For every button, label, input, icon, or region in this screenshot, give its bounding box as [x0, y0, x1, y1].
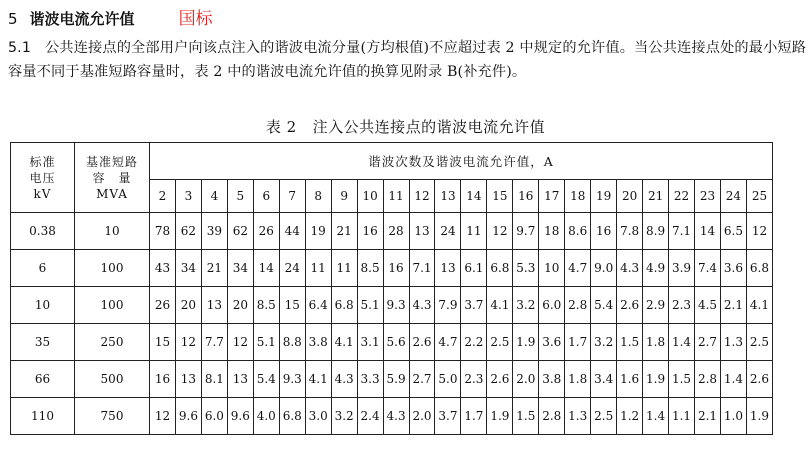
current-value-cell: 1.3: [720, 324, 746, 361]
harmonic-order-cell: 17: [539, 180, 565, 213]
harmonic-order-cell: 10: [357, 180, 383, 213]
current-value-cell: 34: [227, 250, 253, 287]
current-value-cell: 13: [409, 213, 435, 250]
voltage-cell: 0.38: [11, 213, 75, 250]
current-value-cell: 1.9: [746, 398, 772, 435]
current-value-cell: 1.8: [565, 361, 591, 398]
current-value-cell: 1.2: [617, 398, 643, 435]
current-value-cell: 8.9: [643, 213, 669, 250]
current-value-cell: 8.1: [201, 361, 227, 398]
harmonic-order-cell: 2: [150, 180, 176, 213]
harmonic-order-cell: 16: [513, 180, 539, 213]
current-value-cell: 20: [175, 287, 201, 324]
harmonic-order-cell: 14: [461, 180, 487, 213]
current-value-cell: 62: [227, 213, 253, 250]
current-value-cell: 1.5: [669, 361, 695, 398]
current-value-cell: 2.0: [409, 398, 435, 435]
harmonic-order-cell: 22: [669, 180, 695, 213]
current-value-cell: 8.8: [279, 324, 305, 361]
current-value-cell: 7.7: [201, 324, 227, 361]
current-value-cell: 26: [253, 213, 279, 250]
current-value-cell: 5.9: [383, 361, 409, 398]
current-value-cell: 7.1: [669, 213, 695, 250]
current-value-cell: 2.5: [746, 324, 772, 361]
current-value-cell: 7.9: [435, 287, 461, 324]
current-value-cell: 6.1: [461, 250, 487, 287]
current-value-cell: 2.7: [695, 324, 721, 361]
current-value-cell: 10: [539, 250, 565, 287]
table-row: [11, 361, 773, 398]
current-value-cell: 3.6: [539, 324, 565, 361]
current-value-cell: 4.1: [305, 361, 331, 398]
current-value-cell: 24: [279, 250, 305, 287]
harmonic-order-cell: 19: [591, 180, 617, 213]
current-value-cell: 1.9: [487, 398, 513, 435]
current-value-cell: 4.3: [409, 287, 435, 324]
current-value-cell: 1.4: [720, 361, 746, 398]
harmonic-order-cell: 6: [253, 180, 279, 213]
current-value-cell: 2.6: [409, 324, 435, 361]
current-value-cell: 6.4: [305, 287, 331, 324]
current-value-cell: 6.5: [720, 213, 746, 250]
current-value-cell: 16: [383, 250, 409, 287]
current-value-cell: 14: [253, 250, 279, 287]
current-value-cell: 1.9: [513, 324, 539, 361]
table-number: 表 2: [265, 118, 297, 136]
current-value-cell: 2.5: [591, 398, 617, 435]
current-value-cell: 2.8: [565, 287, 591, 324]
current-value-cell: 3.2: [331, 398, 357, 435]
current-value-cell: 1.8: [643, 324, 669, 361]
current-value-cell: 4.3: [383, 398, 409, 435]
current-value-cell: 13: [227, 361, 253, 398]
current-value-cell: 1.6: [617, 361, 643, 398]
header-standard-voltage: 标准 电压 kV: [11, 143, 75, 213]
clause-paragraph: [8, 36, 808, 84]
current-value-cell: 2.6: [617, 287, 643, 324]
harmonic-order-cell: 18: [565, 180, 591, 213]
current-value-cell: 3.8: [539, 361, 565, 398]
current-value-cell: 44: [279, 213, 305, 250]
current-value-cell: 8.6: [565, 213, 591, 250]
current-value-cell: 4.7: [435, 324, 461, 361]
current-value-cell: 19: [305, 213, 331, 250]
table-caption: [0, 116, 811, 137]
voltage-cell: 10: [11, 287, 75, 324]
harmonic-order-cell: 7: [279, 180, 305, 213]
current-value-cell: 2.2: [461, 324, 487, 361]
current-value-cell: 39: [201, 213, 227, 250]
section-title: 谐波电流允许值: [29, 10, 135, 28]
current-value-cell: 4.9: [643, 250, 669, 287]
current-value-cell: 3.1: [357, 324, 383, 361]
current-value-cell: 2.1: [720, 287, 746, 324]
current-value-cell: 3.2: [591, 324, 617, 361]
current-value-cell: 20: [227, 287, 253, 324]
harmonic-current-table: [10, 142, 773, 435]
current-value-cell: 11: [461, 213, 487, 250]
current-value-cell: 11: [305, 250, 331, 287]
current-value-cell: 1.5: [513, 398, 539, 435]
current-value-cell: 2.3: [669, 287, 695, 324]
harmonic-order-cell: 12: [409, 180, 435, 213]
current-value-cell: 6.0: [201, 398, 227, 435]
current-value-cell: 2.1: [695, 398, 721, 435]
voltage-cell: 35: [11, 324, 75, 361]
current-value-cell: 3.7: [435, 398, 461, 435]
current-value-cell: 6.8: [487, 250, 513, 287]
current-value-cell: 6.0: [539, 287, 565, 324]
current-value-cell: 18: [539, 213, 565, 250]
current-value-cell: 1.1: [669, 398, 695, 435]
current-value-cell: 13: [435, 250, 461, 287]
current-value-cell: 14: [695, 213, 721, 250]
capacity-cell: 500: [75, 361, 150, 398]
current-value-cell: 2.4: [357, 398, 383, 435]
current-value-cell: 12: [227, 324, 253, 361]
current-value-cell: 62: [175, 213, 201, 250]
current-value-cell: 12: [487, 213, 513, 250]
current-value-cell: 21: [331, 213, 357, 250]
table-body: [11, 213, 773, 435]
current-value-cell: 3.4: [591, 361, 617, 398]
current-value-cell: 13: [175, 361, 201, 398]
current-value-cell: 2.8: [539, 398, 565, 435]
current-value-cell: 5.4: [591, 287, 617, 324]
current-value-cell: 6.8: [331, 287, 357, 324]
current-value-cell: 12: [746, 213, 772, 250]
current-value-cell: 2.0: [513, 361, 539, 398]
current-value-cell: 9.6: [227, 398, 253, 435]
current-value-cell: 7.1: [409, 250, 435, 287]
harmonic-order-cell: 4: [201, 180, 227, 213]
current-value-cell: 34: [175, 250, 201, 287]
current-value-cell: 9.3: [279, 361, 305, 398]
current-value-cell: 3.2: [513, 287, 539, 324]
harmonic-order-cell: 25: [746, 180, 772, 213]
current-value-cell: 9.6: [175, 398, 201, 435]
current-value-cell: 1.7: [461, 398, 487, 435]
voltage-cell: 6: [11, 250, 75, 287]
current-value-cell: 2.8: [695, 361, 721, 398]
current-value-cell: 12: [175, 324, 201, 361]
section-number: 5: [8, 10, 18, 28]
current-value-cell: 4.1: [746, 287, 772, 324]
current-value-cell: 3.9: [669, 250, 695, 287]
current-value-cell: 1.9: [643, 361, 669, 398]
current-value-cell: 2.6: [746, 361, 772, 398]
harmonic-order-cell: 24: [720, 180, 746, 213]
clause-text: 公共连接点的全部用户向该点注入的谐波电流分量(方均根值)不应超过表 2 中规定的允许值。当公共连接点处的最小短路容量不同于基准短路容量时，表 2 中的谐波电流允许值的换算见附录 B(补充件)。: [8, 40, 807, 80]
current-value-cell: 4.5: [695, 287, 721, 324]
current-value-cell: 6.8: [279, 398, 305, 435]
current-value-cell: 5.6: [383, 324, 409, 361]
current-value-cell: 2.9: [643, 287, 669, 324]
national-standard-annotation: 国标: [178, 9, 213, 29]
table-row: [11, 213, 773, 250]
current-value-cell: 5.1: [357, 287, 383, 324]
table-row: [11, 250, 773, 287]
clause-number: 5.1: [8, 40, 32, 56]
current-value-cell: 3.8: [305, 324, 331, 361]
current-value-cell: 7.4: [695, 250, 721, 287]
current-value-cell: 4.3: [617, 250, 643, 287]
current-value-cell: 16: [150, 361, 176, 398]
current-value-cell: 4.1: [331, 324, 357, 361]
harmonic-order-cell: 21: [643, 180, 669, 213]
current-value-cell: 1.4: [669, 324, 695, 361]
table-row: [11, 287, 773, 324]
current-value-cell: 28: [383, 213, 409, 250]
current-value-cell: 78: [150, 213, 176, 250]
current-value-cell: 15: [150, 324, 176, 361]
section-heading: [8, 4, 213, 30]
current-value-cell: 1.5: [617, 324, 643, 361]
harmonic-order-cell: 5: [227, 180, 253, 213]
harmonic-order-cell: 15: [487, 180, 513, 213]
current-value-cell: 5.3: [513, 250, 539, 287]
current-value-cell: 1.4: [643, 398, 669, 435]
harmonic-order-cell: 8: [305, 180, 331, 213]
capacity-cell: 250: [75, 324, 150, 361]
harmonic-order-cell: 13: [435, 180, 461, 213]
current-value-cell: 9.0: [591, 250, 617, 287]
current-value-cell: 4.0: [253, 398, 279, 435]
header-harmonic-orders: 谐波次数及谐波电流允许值，A: [150, 143, 773, 180]
harmonic-order-cell: 20: [617, 180, 643, 213]
current-value-cell: 1.7: [565, 324, 591, 361]
current-value-cell: 11: [331, 250, 357, 287]
current-value-cell: 9.3: [383, 287, 409, 324]
current-value-cell: 2.3: [461, 361, 487, 398]
current-value-cell: 8.5: [253, 287, 279, 324]
current-value-cell: 16: [591, 213, 617, 250]
current-value-cell: 7.8: [617, 213, 643, 250]
current-value-cell: 3.3: [357, 361, 383, 398]
current-value-cell: 1.3: [565, 398, 591, 435]
current-value-cell: 2.5: [487, 324, 513, 361]
current-value-cell: 13: [201, 287, 227, 324]
current-value-cell: 26: [150, 287, 176, 324]
capacity-cell: 100: [75, 250, 150, 287]
current-value-cell: 3.7: [461, 287, 487, 324]
current-value-cell: 15: [279, 287, 305, 324]
current-value-cell: 16: [357, 213, 383, 250]
voltage-cell: 66: [11, 361, 75, 398]
capacity-cell: 750: [75, 398, 150, 435]
capacity-cell: 10: [75, 213, 150, 250]
table-title: 注入公共连接点的谐波电流允许值: [312, 118, 546, 136]
harmonic-order-cell: 3: [175, 180, 201, 213]
harmonic-order-cell: 11: [383, 180, 409, 213]
capacity-cell: 100: [75, 287, 150, 324]
table-row: [11, 324, 773, 361]
current-value-cell: 1.0: [720, 398, 746, 435]
current-value-cell: 6.8: [746, 250, 772, 287]
current-value-cell: 5.0: [435, 361, 461, 398]
current-value-cell: 3.6: [720, 250, 746, 287]
current-value-cell: 2.7: [409, 361, 435, 398]
current-value-cell: 21: [201, 250, 227, 287]
voltage-cell: 110: [11, 398, 75, 435]
table-row: [11, 398, 773, 435]
header-base-short-circuit-capacity: 基准短路 容 量 MVA: [75, 143, 150, 213]
current-value-cell: 2.6: [487, 361, 513, 398]
current-value-cell: 5.1: [253, 324, 279, 361]
harmonic-order-cell: 9: [331, 180, 357, 213]
current-value-cell: 4.7: [565, 250, 591, 287]
current-value-cell: 3.0: [305, 398, 331, 435]
current-value-cell: 43: [150, 250, 176, 287]
current-value-cell: 5.4: [253, 361, 279, 398]
current-value-cell: 24: [435, 213, 461, 250]
current-value-cell: 8.5: [357, 250, 383, 287]
current-value-cell: 4.1: [487, 287, 513, 324]
current-value-cell: 9.7: [513, 213, 539, 250]
current-value-cell: 12: [150, 398, 176, 435]
current-value-cell: 4.3: [331, 361, 357, 398]
harmonic-order-cell: 23: [695, 180, 721, 213]
